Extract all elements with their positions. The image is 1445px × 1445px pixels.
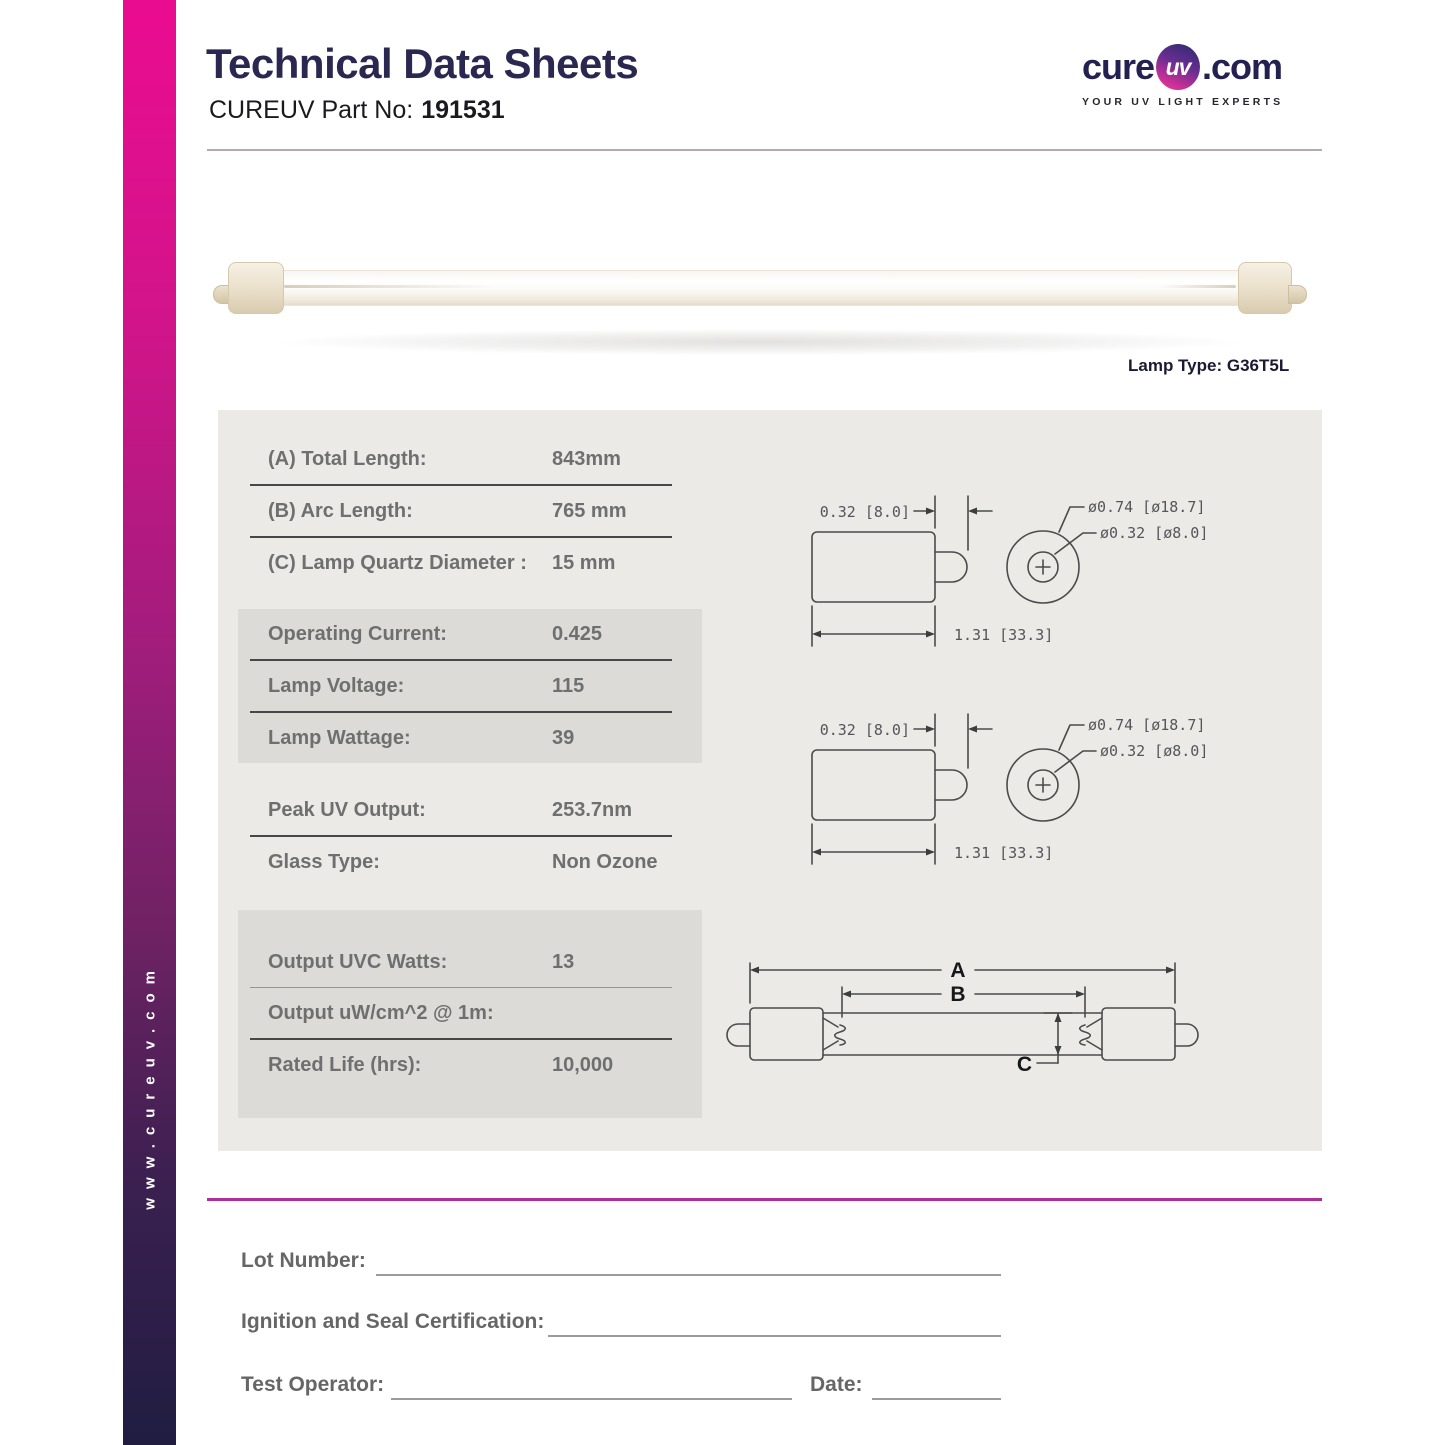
- lamp-tube: [278, 270, 1242, 306]
- spec-value: 115: [552, 674, 585, 697]
- header-divider-line: [207, 149, 1322, 151]
- dim-diameter-letter: C: [1016, 1053, 1032, 1076]
- dim-cap-length: 1.31 [33.3]: [954, 844, 1054, 862]
- lamp-shadow: [280, 329, 1240, 355]
- dim-inner-diameter: ø0.32 [ø8.0]: [1100, 524, 1209, 542]
- lamp-dimension-drawing: [715, 945, 1210, 1090]
- certification-blank-line: [548, 1335, 1001, 1337]
- spec-row: [238, 1040, 702, 1090]
- spec-label: Lamp Wattage:: [268, 726, 411, 749]
- spec-panel: [218, 410, 1322, 1151]
- spec-value: 13: [552, 950, 575, 973]
- spec-label: Output UVC Watts:: [268, 950, 448, 973]
- logo-tagline: YOUR UV LIGHT EXPERTS: [1082, 96, 1284, 108]
- part-number-label: CUREUV Part No:: [209, 96, 414, 124]
- spec-row: [238, 785, 702, 835]
- test-operator-blank-line: [391, 1398, 792, 1400]
- sidebar-website-url: www.cureuv.com: [141, 962, 158, 1210]
- spec-row: [238, 937, 702, 987]
- spec-group-electrical: [238, 609, 702, 763]
- spec-value: 39: [552, 726, 575, 749]
- spec-group-optical: [238, 785, 702, 887]
- logo-uv-badge: [1156, 44, 1200, 90]
- spec-label: Glass Type:: [268, 850, 380, 873]
- dim-pin-length: 0.32 [8.0]: [819, 503, 910, 521]
- dim-total-length-letter: A: [950, 959, 966, 982]
- cureuv-logo: [1082, 44, 1282, 108]
- spec-label: Operating Current:: [268, 622, 447, 645]
- spec-row: [238, 538, 702, 588]
- spec-value: 253.7nm: [552, 798, 633, 821]
- logo-uv-text: uv: [1165, 53, 1191, 80]
- spec-value: 15 mm: [552, 551, 616, 574]
- spec-row: [238, 837, 702, 887]
- dim-inner-diameter: ø0.32 [ø8.0]: [1100, 742, 1209, 760]
- dim-outer-diameter: ø0.74 [ø18.7]: [1088, 716, 1206, 734]
- spec-value: 10,000: [552, 1053, 614, 1076]
- spec-group-output: [238, 910, 702, 1118]
- dim-cap-length: 1.31 [33.3]: [954, 626, 1054, 644]
- spec-row: [238, 713, 702, 763]
- dim-outer-diameter: ø0.74 [ø18.7]: [1088, 498, 1206, 516]
- part-number-line: [209, 96, 505, 125]
- date-blank-line: [872, 1398, 1001, 1400]
- spec-label: Lamp Voltage:: [268, 674, 405, 697]
- lamp-pin-right: [1288, 285, 1307, 304]
- spec-value: Non Ozone: [552, 850, 658, 873]
- lamp-cap-left: [228, 262, 284, 314]
- spec-label: Output uW/cm^2 @ 1m:: [268, 1001, 494, 1024]
- lamp-electrode-left: [284, 285, 494, 288]
- lamp-cap-right: [1238, 262, 1292, 314]
- spec-label: (A) Total Length:: [268, 447, 427, 470]
- test-operator-label: Test Operator:: [241, 1373, 385, 1396]
- lot-number-label: Lot Number:: [241, 1249, 366, 1272]
- form-accent-rule: [207, 1198, 1322, 1201]
- dim-pin-length: 0.32 [8.0]: [819, 721, 910, 739]
- logo-cure-text: cure: [1082, 46, 1155, 87]
- spec-label: (C) Lamp Quartz Diameter :: [268, 551, 527, 574]
- lamp-type-label: Lamp Type: G36T5L: [1128, 356, 1290, 375]
- part-number-value: 191531: [421, 96, 505, 124]
- end-cap-drawing-bottom: [788, 708, 1218, 878]
- lamp-electrode-right: [1160, 285, 1236, 288]
- spec-row: [238, 434, 702, 484]
- dim-arc-length-letter: B: [950, 983, 966, 1006]
- logo-wordmark: [1082, 44, 1282, 90]
- spec-label: Rated Life (hrs):: [268, 1053, 422, 1076]
- spec-label: (B) Arc Length:: [268, 499, 413, 522]
- certification-label: Ignition and Seal Certification:: [241, 1310, 545, 1333]
- end-cap-drawing-top: [788, 490, 1218, 660]
- page-title: Technical Data Sheets: [206, 40, 639, 87]
- logo-com-text: .com: [1201, 46, 1282, 87]
- spec-row: [238, 609, 702, 659]
- spec-label: Peak UV Output:: [268, 798, 426, 821]
- spec-value: 843mm: [552, 447, 621, 470]
- lot-number-blank-line: [376, 1274, 1001, 1276]
- spec-row: [238, 486, 702, 536]
- spec-group-physical: [238, 434, 702, 588]
- spec-row: [238, 661, 702, 711]
- sidebar-gradient-bar: [123, 0, 176, 1445]
- date-label: Date:: [810, 1373, 863, 1396]
- spec-value: 0.425: [552, 622, 603, 645]
- spec-value: 765 mm: [552, 499, 627, 522]
- spec-row: [238, 988, 702, 1038]
